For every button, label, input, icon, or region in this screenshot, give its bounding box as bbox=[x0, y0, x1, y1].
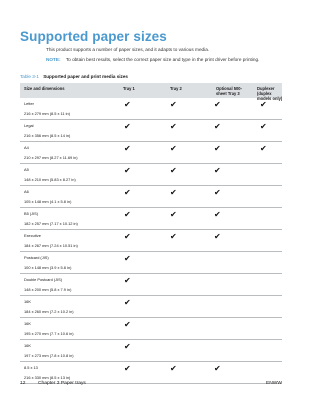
checkmark-icon: ✔ bbox=[124, 144, 131, 153]
checkmark-icon: ✔ bbox=[124, 276, 131, 285]
table-row bbox=[20, 340, 282, 362]
paper-size-name: Postcard (JIS) bbox=[24, 255, 49, 260]
paper-size-dimensions: 216 x 330 mm (8.5 x 13 in) bbox=[24, 375, 71, 380]
table-row bbox=[20, 186, 282, 208]
checkmark-icon: ✔ bbox=[124, 342, 131, 351]
paper-size-name: B5 (JIS) bbox=[24, 211, 39, 216]
table-row bbox=[20, 120, 282, 142]
checkmark-icon: ✔ bbox=[214, 144, 221, 153]
paper-size-dimensions: 148 x 210 mm (5.83 x 8.27 in) bbox=[24, 177, 76, 182]
paper-size-name: A5 bbox=[24, 167, 29, 172]
checkmark-icon: ✔ bbox=[124, 122, 131, 131]
checkmark-icon: ✔ bbox=[214, 232, 221, 241]
table-row bbox=[20, 164, 282, 186]
header-tray1: Tray 1 bbox=[123, 86, 135, 91]
paper-size-name: Executive bbox=[24, 233, 41, 238]
paper-size-name: A6 bbox=[24, 189, 29, 194]
table-caption bbox=[20, 74, 128, 79]
table-row bbox=[20, 318, 282, 340]
checkmark-icon: ✔ bbox=[124, 166, 131, 175]
note-label: NOTE: bbox=[46, 57, 61, 62]
checkmark-icon: ✔ bbox=[214, 210, 221, 219]
checkmark-icon: ✔ bbox=[214, 100, 221, 109]
paper-size-dimensions: 216 x 279 mm (8.5 x 11 in) bbox=[24, 111, 70, 116]
checkmark-icon: ✔ bbox=[124, 364, 131, 373]
paper-size-dimensions: 216 x 356 mm (8.5 x 14 in) bbox=[24, 133, 71, 138]
checkmark-icon: ✔ bbox=[214, 166, 221, 175]
header-size: Size and dimensions bbox=[24, 86, 65, 91]
paper-size-dimensions: 148 x 200 mm (5.8 x 7.9 in) bbox=[24, 287, 72, 292]
paper-size-name: Double Postcard (JIS) bbox=[24, 277, 63, 282]
checkmark-icon: ✔ bbox=[260, 144, 267, 153]
checkmark-icon: ✔ bbox=[260, 100, 267, 109]
table-caption-number: Table 3-1 bbox=[20, 74, 39, 79]
table-row bbox=[20, 98, 282, 120]
table-body bbox=[20, 98, 282, 384]
table-row bbox=[20, 296, 282, 318]
paper-size-name: 16K bbox=[24, 343, 31, 348]
checkmark-icon: ✔ bbox=[124, 100, 131, 109]
checkmark-icon: ✔ bbox=[214, 188, 221, 197]
chapter-label: Chapter 3 Paper trays bbox=[38, 381, 86, 386]
table-row bbox=[20, 252, 282, 274]
paper-size-name: 16K bbox=[24, 321, 31, 326]
checkmark-icon: ✔ bbox=[124, 188, 131, 197]
checkmark-icon: ✔ bbox=[170, 100, 177, 109]
paper-size-name: Letter bbox=[24, 101, 34, 106]
checkmark-icon: ✔ bbox=[124, 320, 131, 329]
checkmark-icon: ✔ bbox=[260, 122, 267, 131]
paper-size-name: 16K bbox=[24, 299, 31, 304]
table-caption-text: Supported paper and print media sizes bbox=[43, 74, 128, 79]
paper-size-name: A4 bbox=[24, 145, 29, 150]
checkmark-icon: ✔ bbox=[170, 364, 177, 373]
table-row bbox=[20, 208, 282, 230]
table-row bbox=[20, 274, 282, 296]
paper-size-dimensions: 195 x 270 mm (7.7 x 10.6 in) bbox=[24, 331, 74, 336]
checkmark-icon: ✔ bbox=[170, 122, 177, 131]
table-row bbox=[20, 142, 282, 164]
table-header-row bbox=[20, 83, 283, 101]
checkmark-icon: ✔ bbox=[170, 144, 177, 153]
header-tray3: Optional 500-sheet Tray 3 bbox=[216, 86, 242, 96]
header-duplexer: Duplexer (duplex models only) bbox=[257, 86, 283, 101]
page-title: Supported paper sizes bbox=[20, 29, 167, 44]
paper-sizes-table bbox=[20, 83, 282, 384]
paper-size-dimensions: 184 x 267 mm (7.24 x 10.51 in) bbox=[24, 243, 78, 248]
page-number: 12 bbox=[20, 381, 26, 386]
checkmark-icon: ✔ bbox=[170, 210, 177, 219]
paper-size-dimensions: 184 x 260 mm (7.2 x 10.2 in) bbox=[24, 309, 74, 314]
paper-size-name: Legal bbox=[24, 123, 34, 128]
table-row bbox=[20, 230, 282, 252]
checkmark-icon: ✔ bbox=[170, 232, 177, 241]
paper-size-dimensions: 197 x 273 mm (7.8 x 10.8 in) bbox=[24, 353, 74, 358]
paper-size-name: 8.5 x 13 bbox=[24, 365, 38, 370]
checkmark-icon: ✔ bbox=[170, 188, 177, 197]
checkmark-icon: ✔ bbox=[124, 232, 131, 241]
note-block bbox=[46, 57, 259, 62]
intro-text: This product supports a number of paper sizes, and it adapts to various media. bbox=[46, 47, 210, 52]
checkmark-icon: ✔ bbox=[170, 166, 177, 175]
checkmark-icon: ✔ bbox=[124, 298, 131, 307]
paper-size-dimensions: 210 x 297 mm (8.27 x 11.69 in) bbox=[24, 155, 78, 160]
note-text: To obtain best results, select the correct paper size and type in the print driver before printing. bbox=[65, 57, 260, 62]
footer-brand: ENWW bbox=[265, 381, 282, 386]
paper-size-dimensions: 100 x 148 mm (3.9 x 5.8 in) bbox=[24, 265, 72, 270]
paper-size-dimensions: 105 x 148 mm (4.1 x 5.8 in) bbox=[24, 199, 72, 204]
checkmark-icon: ✔ bbox=[124, 254, 131, 263]
header-tray2: Tray 2 bbox=[170, 86, 182, 91]
checkmark-icon: ✔ bbox=[124, 210, 131, 219]
checkmark-icon: ✔ bbox=[214, 364, 221, 373]
paper-size-dimensions: 182 x 257 mm (7.17 x 10.12 in) bbox=[24, 221, 78, 226]
checkmark-icon: ✔ bbox=[214, 122, 221, 131]
